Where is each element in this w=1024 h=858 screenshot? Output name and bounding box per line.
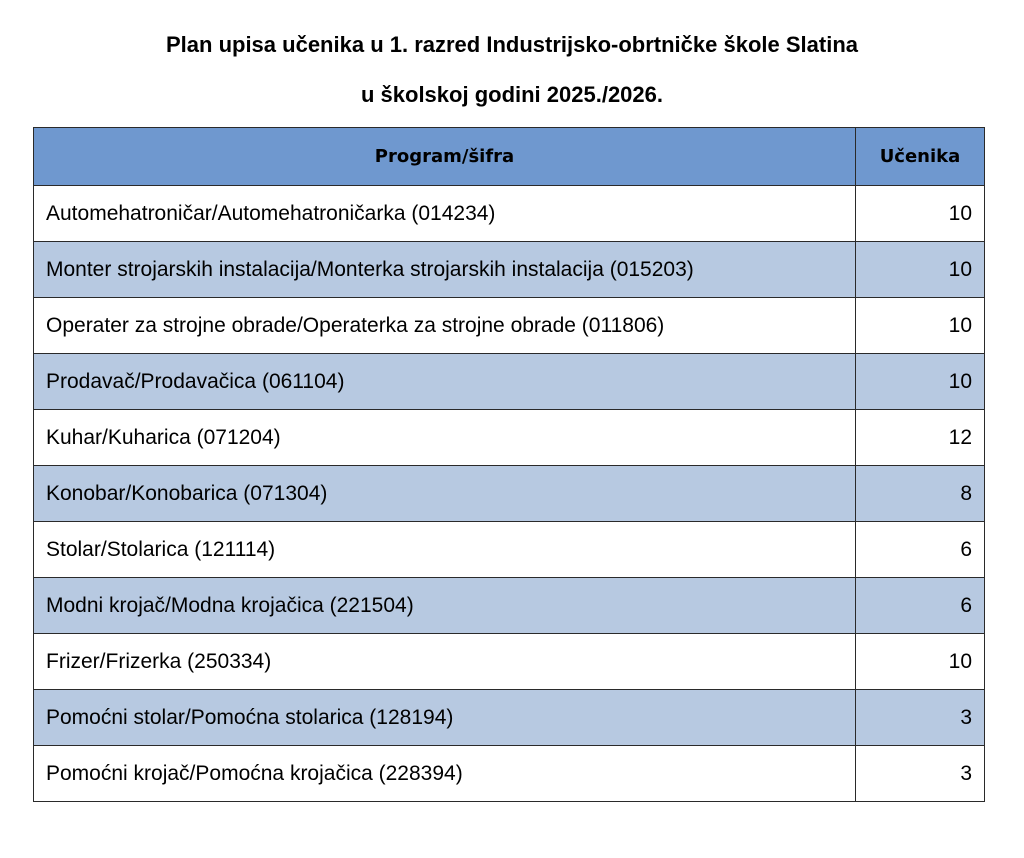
count-cell: 8 [856,466,985,522]
count-cell: 6 [856,522,985,578]
table-body [34,186,985,802]
document-subtitle: u školskoj godini 2025./2026. [360,82,664,107]
document-title: Plan upisa učenika u 1. razred Industrijsko-obrtničke škole Slatina [166,32,858,57]
header-row [34,128,985,186]
table-row [34,634,985,690]
column-header-count: Učenika [856,128,985,186]
table-header [34,128,985,186]
table-row [34,242,985,298]
program-cell: Frizer/Frizerka (250334) [34,634,856,690]
count-cell: 3 [856,690,985,746]
count-cell: 10 [856,298,985,354]
count-cell: 10 [856,354,985,410]
program-cell: Operater za strojne obrade/Operaterka za strojne obrade (011806) [34,298,856,354]
table-row [34,354,985,410]
table-row [34,298,985,354]
program-cell: Konobar/Konobarica (071304) [34,466,856,522]
count-cell: 3 [856,746,985,802]
enrollment-table [33,127,985,802]
count-cell: 10 [856,186,985,242]
table-row [34,410,985,466]
program-cell: Prodavač/Prodavačica (061104) [34,354,856,410]
table-row [34,466,985,522]
program-cell: Pomoćni stolar/Pomoćna stolarica (128194) [34,690,856,746]
table-row [34,690,985,746]
count-cell: 12 [856,410,985,466]
program-cell: Pomoćni krojač/Pomoćna krojačica (228394) [34,746,856,802]
program-cell: Automehatroničar/Automehatroničarka (014234) [34,186,856,242]
table-row [34,578,985,634]
program-cell: Modni krojač/Modna krojačica (221504) [34,578,856,634]
table-row [34,522,985,578]
count-cell: 10 [856,242,985,298]
program-cell: Stolar/Stolarica (121114) [34,522,856,578]
table-row [34,186,985,242]
count-cell: 10 [856,634,985,690]
count-cell: 6 [856,578,985,634]
program-cell: Monter strojarskih instalacija/Monterka strojarskih instalacija (015203) [34,242,856,298]
column-header-program: Program/šifra [34,128,856,186]
program-cell: Kuhar/Kuharica (071204) [34,410,856,466]
table-row [34,746,985,802]
